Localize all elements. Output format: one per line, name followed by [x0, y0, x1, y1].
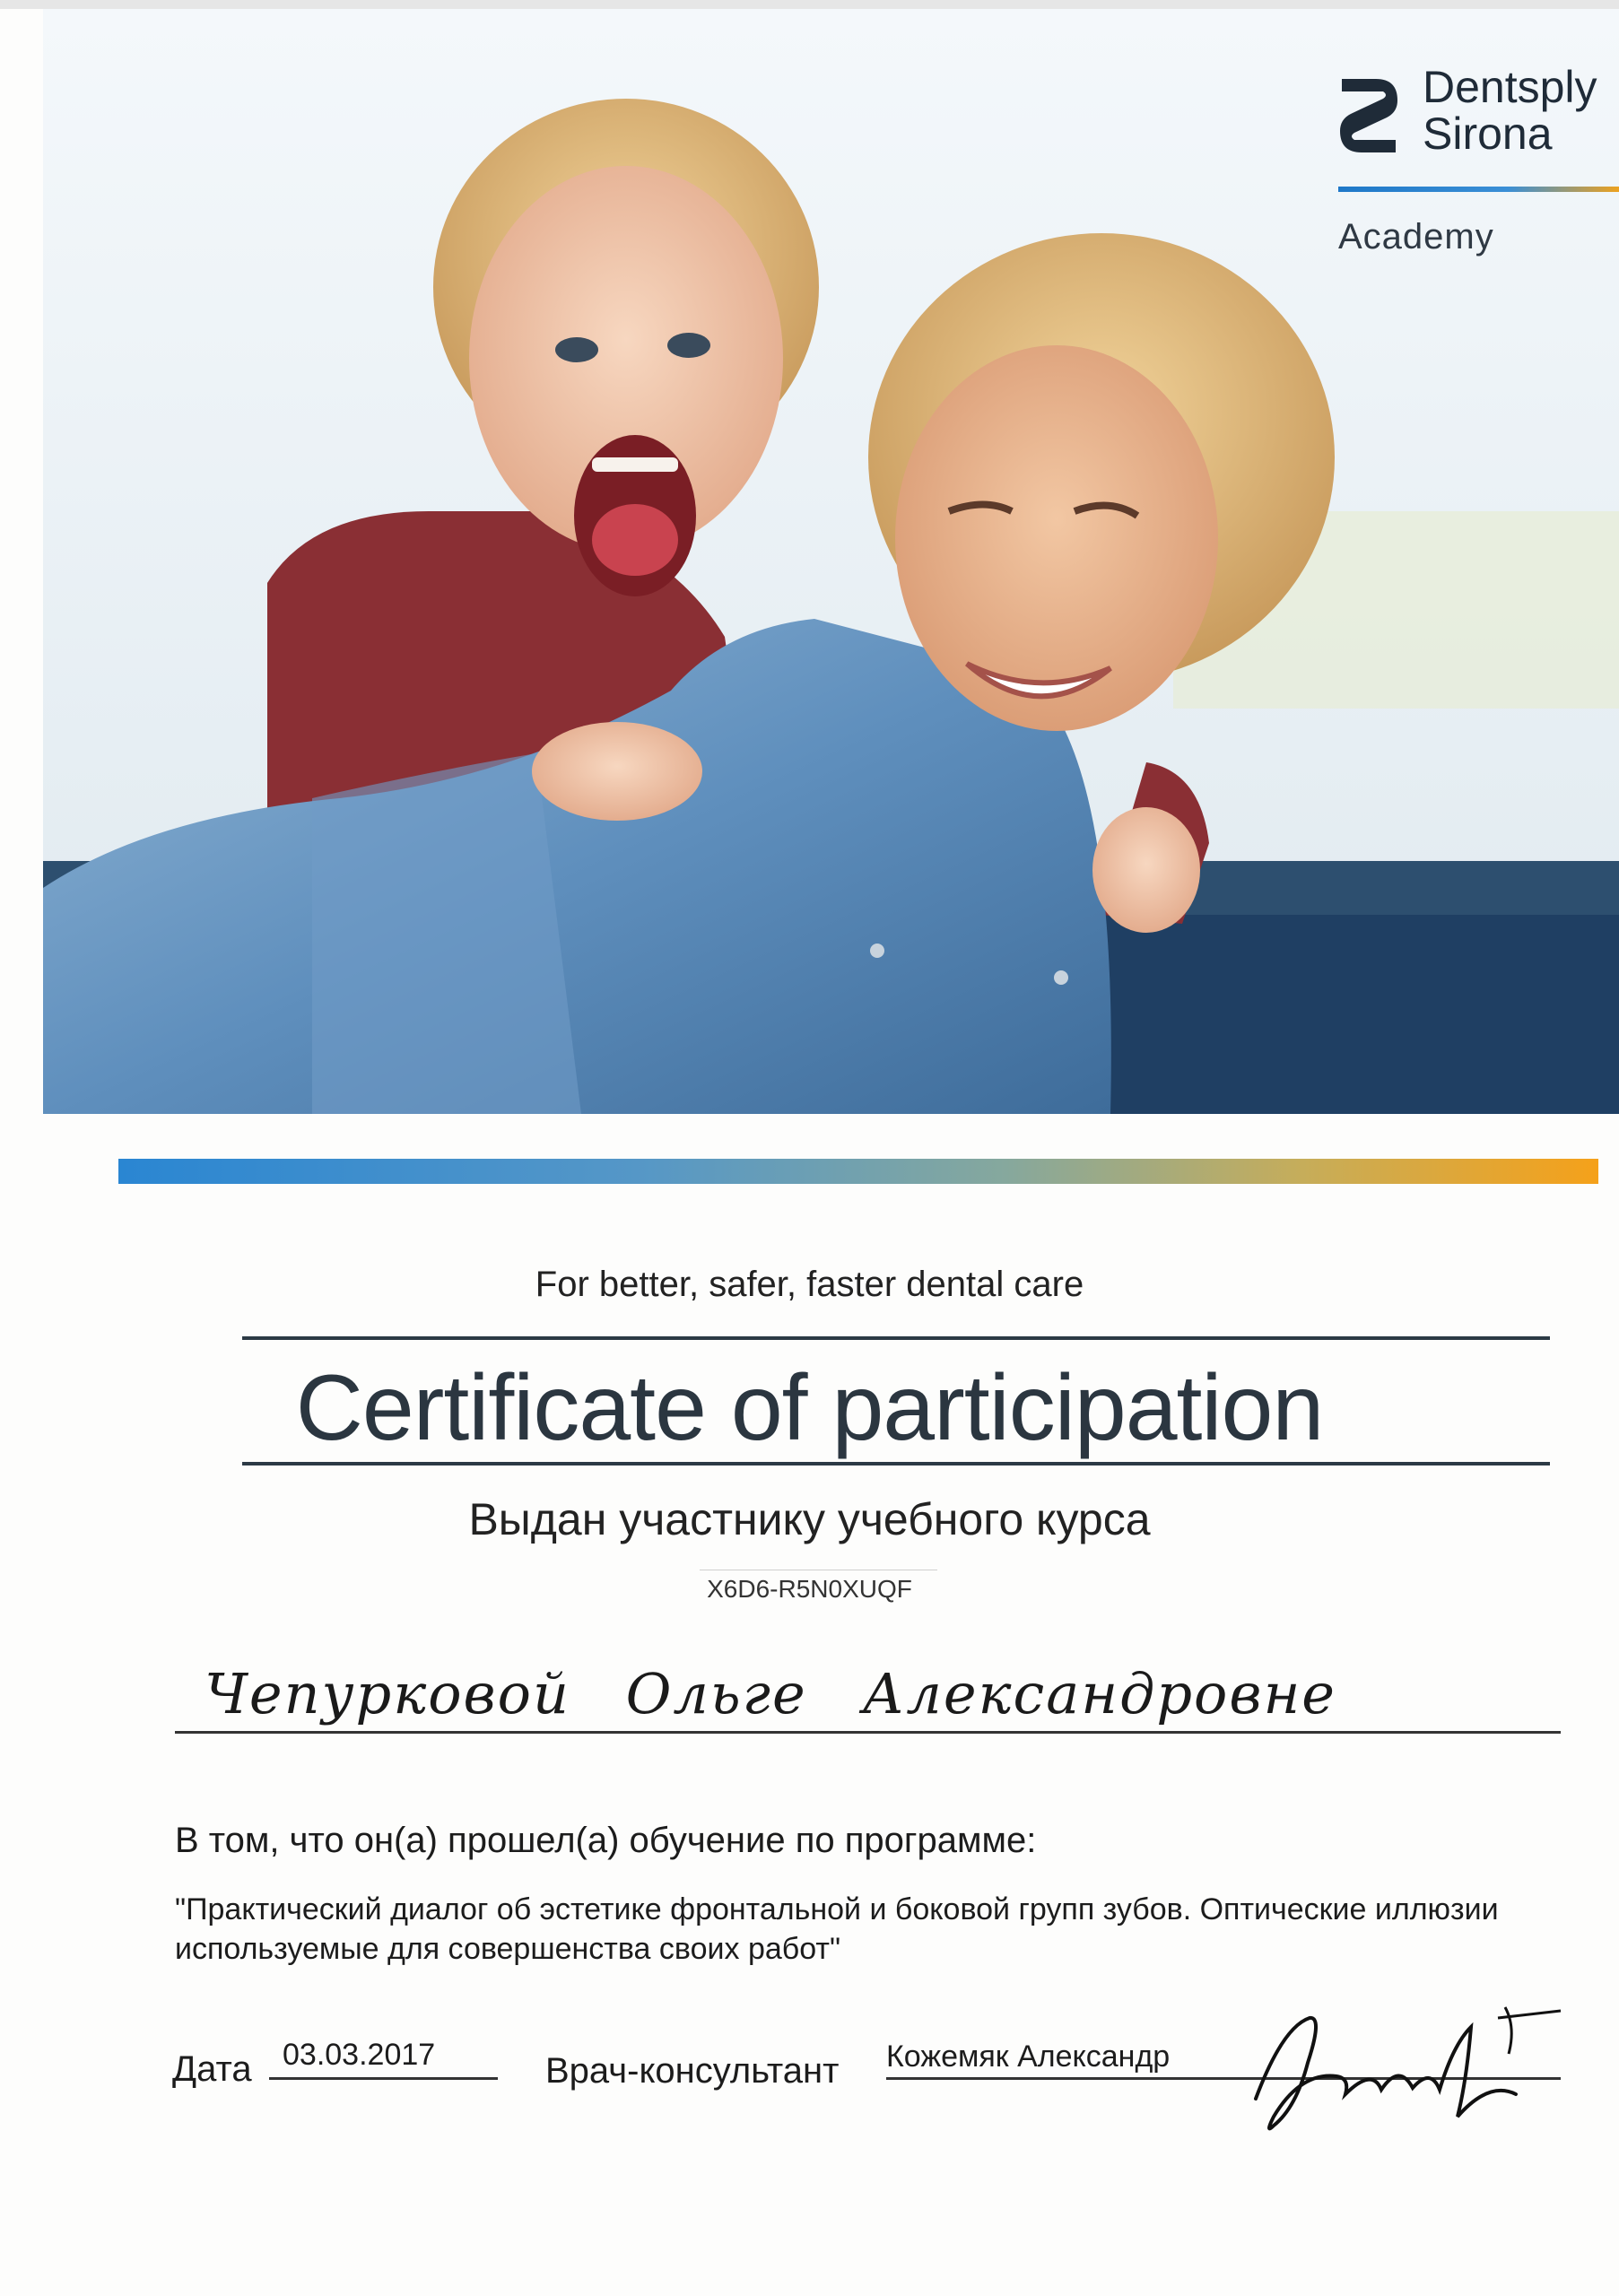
handwritten-signature: [1220, 1991, 1579, 2144]
participant-name-handwritten: Чепурковой Ольге Александровне: [205, 1661, 1336, 1726]
date-label: Дата: [172, 2049, 252, 2089]
title-rule-bottom: [242, 1462, 1550, 1465]
dentsply-sirona-s-logo-icon: [1336, 74, 1401, 156]
program-title-line2: используемые для совершенства своих работ": [175, 1932, 841, 1966]
program-title-line1: "Практический диалог об эстетике фронтальной и боковой групп зубов. Оптические иллюзии: [175, 1892, 1499, 1926]
title-rule-top: [242, 1336, 1550, 1340]
date-underline: [269, 2077, 498, 2080]
brand-division: Academy: [1338, 217, 1494, 257]
logo-accent-rule: [1338, 187, 1619, 192]
issued-to-label: Выдан участнику учебного курса: [468, 1494, 1151, 1544]
program-title: [175, 1890, 1619, 1969]
brand-name-line2: Sirona: [1423, 109, 1553, 159]
page-top-edge: [0, 0, 1619, 9]
participant-name-line: [175, 1731, 1561, 1734]
brand-name-line1: Dentsply: [1423, 62, 1597, 112]
certificate-code: X6D6-R5N0XUQF: [707, 1575, 912, 1603]
doctor-consultant-label: Врач-консультант: [545, 2051, 840, 2091]
completion-statement: В том, что он(а) прошел(а) обучение по программе:: [175, 1821, 1037, 1860]
doctor-consultant-name: Кожемяк Александр: [886, 2039, 1171, 2074]
date-value: 03.03.2017: [283, 2038, 436, 2072]
gradient-divider-bar: [118, 1159, 1598, 1184]
tagline: For better, safer, faster dental care: [535, 1265, 1084, 1304]
dentsply-sirona-logo: [1336, 63, 1619, 278]
certificate-title: Certificate of participation: [295, 1356, 1324, 1460]
